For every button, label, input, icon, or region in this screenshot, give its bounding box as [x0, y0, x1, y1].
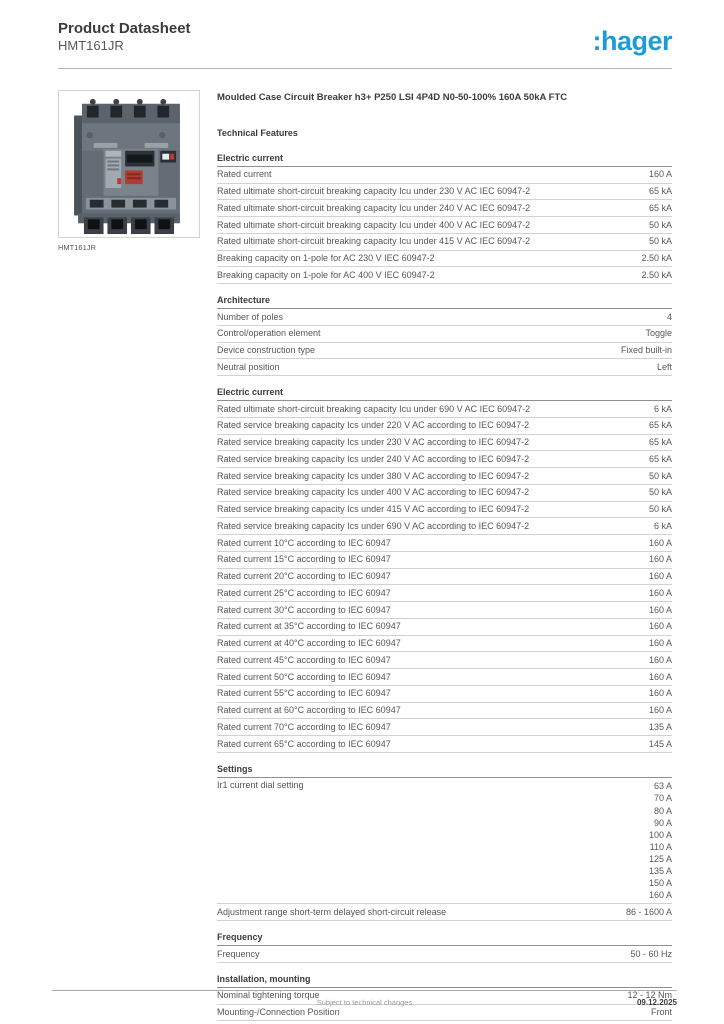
row-value: 160 A — [648, 554, 672, 565]
spec-section — [217, 295, 672, 376]
row-value: 160 A — [648, 654, 672, 665]
row-label: Neutral position — [217, 361, 280, 372]
row-value: 160 A — [648, 604, 672, 615]
row-label: Device construction type — [217, 345, 316, 356]
row-label: Rated current 25°C according to IEC 60947 — [217, 587, 391, 598]
spec-row — [217, 518, 672, 535]
page-header — [58, 20, 672, 54]
circuit-breaker-illustration — [60, 92, 198, 236]
row-value: 50 kA — [648, 504, 672, 515]
spec-row — [217, 585, 672, 602]
row-label: Rated current 65°C according to IEC 60947 — [217, 738, 391, 749]
row-label: Rated current — [217, 169, 272, 180]
row-value: 160 A — [648, 671, 672, 682]
row-label: Rated ultimate short-circuit breaking capacity Icu under 240 V AC IEC 60947-2 — [217, 202, 531, 213]
spec-row — [217, 736, 672, 753]
spec-row — [217, 946, 672, 963]
row-value: 160 A — [648, 705, 672, 716]
spec-row — [217, 401, 672, 418]
spec-row — [217, 418, 672, 435]
spec-row — [217, 451, 672, 468]
spec-row — [217, 652, 672, 669]
row-value: 160 A — [648, 169, 672, 180]
row-label: Breaking capacity on 1-pole for AC 400 V IEC 60947-2 — [217, 269, 435, 280]
row-label: Rated current 55°C according to IEC 60947 — [217, 688, 391, 699]
row-value: 160 A — [648, 537, 672, 548]
row-label: Nominal tightening torque — [217, 990, 320, 1001]
spec-row — [217, 1005, 672, 1022]
row-value: Front — [650, 1007, 672, 1018]
row-value: Fixed built-in — [620, 345, 672, 356]
row-label: Rated service breaking capacity Ics under 400 V AC according to IEC 60947-2 — [217, 487, 530, 498]
row-label: Frequency — [217, 948, 260, 959]
section-heading: Electric current — [217, 153, 672, 167]
row-label: Rated service breaking capacity Ics under 230 V AC according to IEC 60947-2 — [217, 437, 530, 448]
row-value: 65 kA — [648, 420, 672, 431]
row-label: Rated ultimate short-circuit breaking capacity Icu under 690 V AC IEC 60947-2 — [217, 403, 531, 414]
spec-row — [217, 502, 672, 519]
product-image-caption: HMT161JR — [58, 243, 96, 252]
row-label: Rated ultimate short-circuit breaking capacity Icu under 230 V AC IEC 60947-2 — [217, 186, 531, 197]
section-heading: Frequency — [217, 932, 672, 946]
row-label: Number of poles — [217, 311, 284, 322]
row-label: Rated current 10°C according to IEC 60947 — [217, 537, 391, 548]
section-heading: Architecture — [217, 295, 672, 309]
row-value: 6 kA — [653, 403, 672, 414]
row-label: Rated current 70°C according to IEC 60947 — [217, 721, 391, 732]
row-label: Rated service breaking capacity Ics under 240 V AC according to IEC 60947-2 — [217, 453, 530, 464]
row-value: 2.50 kA — [641, 253, 672, 264]
spec-row — [217, 267, 672, 284]
row-value: 50 kA — [648, 236, 672, 247]
row-value: 86 - 1600 A — [625, 906, 672, 917]
spec-section — [217, 387, 672, 753]
section-rows — [217, 778, 672, 921]
spec-row — [217, 485, 672, 502]
spec-row — [217, 636, 672, 653]
spec-row — [217, 669, 672, 686]
row-label: Rated ultimate short-circuit breaking capacity Icu under 415 V AC IEC 60947-2 — [217, 236, 531, 247]
spec-row — [217, 234, 672, 251]
row-label: Rated service breaking capacity Ics under 690 V AC according to IEC 60947-2 — [217, 520, 530, 531]
product-title: Moulded Case Circuit Breaker h3+ P250 LSI 4P4D N0-50-100% 160A 50kA FTC — [217, 92, 568, 103]
row-label: Rated ultimate short-circuit breaking capacity Icu under 400 V AC IEC 60947-2 — [217, 219, 531, 230]
section-rows — [217, 167, 672, 284]
spec-row — [217, 602, 672, 619]
spec-row — [217, 468, 672, 485]
spec-row — [217, 719, 672, 736]
row-label: Rated service breaking capacity Ics under 220 V AC according to IEC 60947-2 — [217, 420, 530, 431]
spec-row — [217, 251, 672, 268]
spec-row — [217, 167, 672, 184]
spec-row — [217, 619, 672, 636]
row-value: 65 kA — [648, 437, 672, 448]
footer-date: 09.12.2025 — [636, 998, 677, 1007]
technical-features-header: Technical Features — [217, 127, 298, 138]
sections — [217, 153, 672, 1021]
spec-section — [217, 764, 672, 921]
row-label: Rated current 20°C according to IEC 60947 — [217, 571, 391, 582]
spec-row — [217, 326, 672, 343]
row-value: 160 A — [648, 571, 672, 582]
spec-row — [217, 569, 672, 586]
main-content — [217, 92, 672, 1024]
page-footer — [52, 990, 677, 1007]
section-rows — [217, 309, 672, 376]
spec-row — [217, 703, 672, 720]
row-value: 160 A — [648, 688, 672, 699]
section-rows — [217, 401, 672, 753]
row-value: 2.50 kA — [641, 269, 672, 280]
spec-row — [217, 435, 672, 452]
spec-row — [217, 686, 672, 703]
spec-row — [217, 200, 672, 217]
row-label: Control/operation element — [217, 328, 321, 339]
row-label: Rated current 15°C according to IEC 60947 — [217, 554, 391, 565]
spec-row — [217, 535, 672, 552]
header-divider — [58, 68, 672, 69]
spec-section — [217, 932, 672, 963]
row-label: Ir1 current dial setting — [217, 780, 304, 791]
row-value: 50 kA — [648, 487, 672, 498]
row-value: 50 kA — [648, 470, 672, 481]
product-image-frame — [58, 90, 200, 238]
row-label: Rated current at 60°C according to IEC 60947 — [217, 705, 401, 716]
row-value: Left — [656, 361, 672, 372]
row-value: 65 kA — [648, 186, 672, 197]
product-reference: HMT161JR — [58, 38, 124, 53]
spec-row — [217, 309, 672, 326]
row-value: Toggle — [645, 328, 672, 339]
row-label: Rated current 45°C according to IEC 60947 — [217, 654, 391, 665]
row-value: 65 kA — [648, 202, 672, 213]
section-heading: Electric current — [217, 387, 672, 401]
row-value: 50 kA — [648, 219, 672, 230]
section-rows — [217, 946, 672, 963]
row-label: Adjustment range short-term delayed short-circuit release — [217, 906, 447, 917]
row-value: 6 kA — [653, 520, 672, 531]
footer-note: Subject to technical changes — [316, 998, 413, 1007]
row-value: 145 A — [648, 738, 672, 749]
spec-row — [217, 184, 672, 201]
row-label: Rated service breaking capacity Ics under 380 V AC according to IEC 60947-2 — [217, 470, 530, 481]
spec-row — [217, 552, 672, 569]
row-value: 65 kA — [648, 453, 672, 464]
row-value: 4 — [666, 311, 672, 322]
spec-row — [217, 343, 672, 360]
spec-row — [217, 904, 672, 921]
row-value: 160 A — [648, 621, 672, 632]
row-label: Mounting-/Connection Position — [217, 1007, 340, 1018]
row-label: Rated service breaking capacity Ics under 415 V AC according to IEC 60947-2 — [217, 504, 530, 515]
hager-logo: :hager — [592, 26, 672, 56]
section-heading: Settings — [217, 764, 672, 778]
row-value: 63 A 70 A 80 A 90 A 100 A 110 A 125 A 135 A 150 A 160 A — [648, 781, 672, 901]
row-label: Rated current 50°C according to IEC 60947 — [217, 671, 391, 682]
row-label: Breaking capacity on 1-pole for AC 230 V IEC 60947-2 — [217, 253, 435, 264]
section-heading: Installation, mounting — [217, 974, 672, 988]
row-value: 50 - 60 Hz — [630, 948, 672, 959]
spec-row — [217, 359, 672, 376]
row-value: 160 A — [648, 638, 672, 649]
row-label: Rated current at 40°C according to IEC 60947 — [217, 638, 401, 649]
row-value: 160 A — [648, 587, 672, 598]
spec-row — [217, 778, 672, 904]
row-label: Rated current 30°C according to IEC 60947 — [217, 604, 391, 615]
row-label: Rated current at 35°C according to IEC 60947 — [217, 621, 401, 632]
spec-row — [217, 217, 672, 234]
row-value: 12 - 12 Nm — [627, 990, 672, 1001]
spec-section — [217, 153, 672, 284]
document-title: Product Datasheet — [58, 20, 191, 37]
row-value: 135 A — [648, 721, 672, 732]
